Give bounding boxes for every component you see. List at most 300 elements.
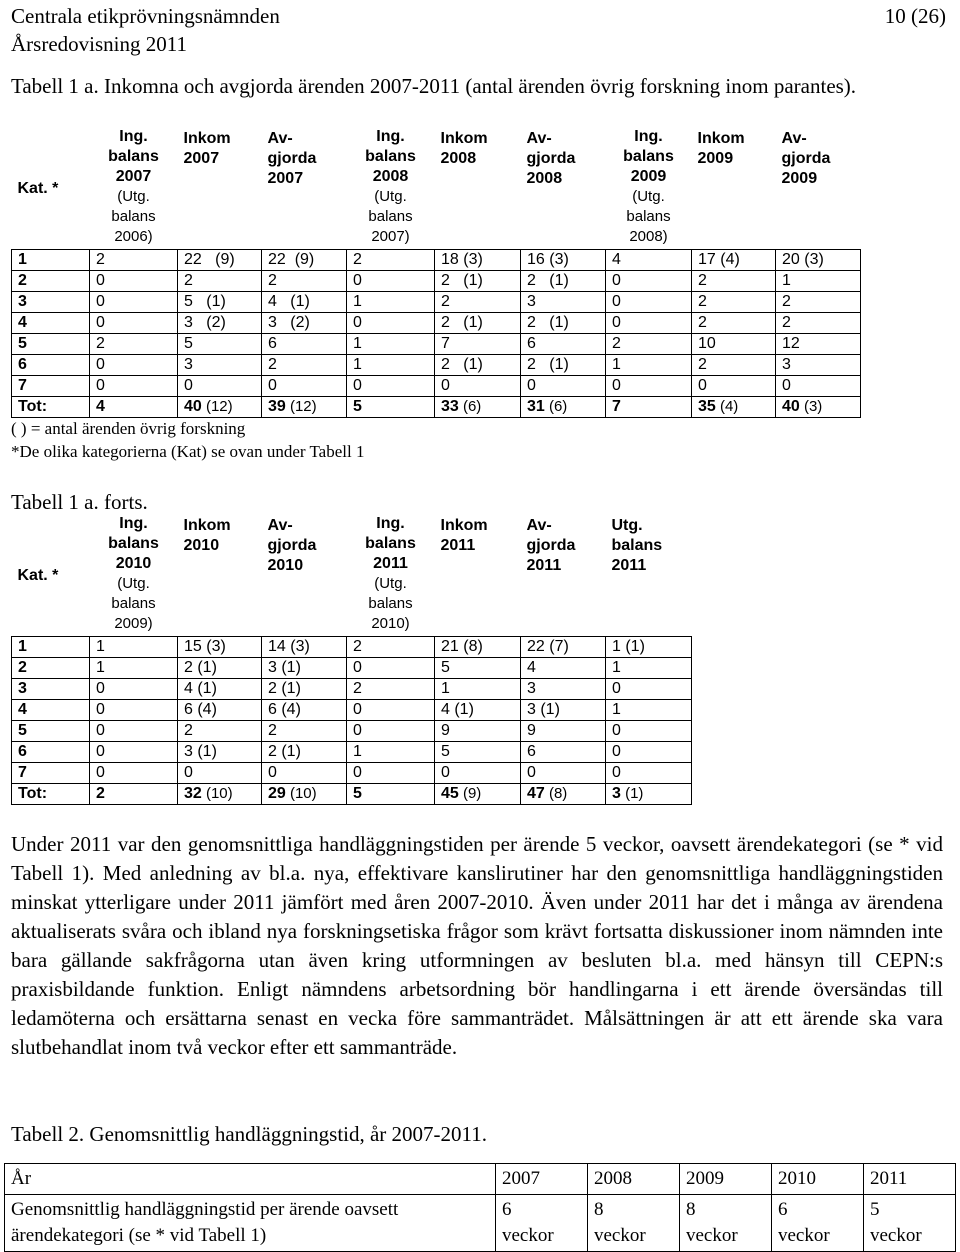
table1a-value-cell: 16 (3) <box>521 250 606 271</box>
table1b-total-parenthetical: (10) <box>201 785 233 802</box>
table1a-total-cell <box>12 397 90 418</box>
table1b-value-cell: 21 (8) <box>435 637 521 658</box>
table1a-value-cell: 3 (2) <box>178 313 262 334</box>
table2-header-cell: 2010 <box>772 1164 864 1195</box>
table1b-value-cell: 1 <box>606 700 692 721</box>
table1a-total-value: Tot: <box>18 398 48 415</box>
table1a-total-value: 31 <box>527 398 545 415</box>
table1a-value-cell: 3 <box>521 292 606 313</box>
table1a-value-cell: 6 <box>262 334 347 355</box>
table1a-header-line: Ing. <box>376 128 405 145</box>
table1a-header-line: (Utg. <box>632 188 665 205</box>
table1b-header-cell <box>178 514 262 637</box>
table1b-value-cell: 9 <box>521 721 606 742</box>
table1a-total-value: 35 <box>698 398 716 415</box>
table1b-header-line: balans <box>111 595 156 612</box>
table1a-header-line: balans <box>108 148 159 165</box>
table1a-category-cell: 3 <box>12 292 90 313</box>
table1b-header-line: Inkom <box>440 517 488 534</box>
table1a-header-cell <box>262 127 347 250</box>
table1a-value-cell: 0 <box>521 376 606 397</box>
table1b-header-cell <box>262 514 347 637</box>
table1a-header-line: 2006) <box>114 228 153 245</box>
table1a-header-line: Inkom <box>440 130 488 147</box>
table1b-value-cell: 9 <box>435 721 521 742</box>
table1a-header-cell <box>606 127 692 250</box>
table1a-total-value: 39 <box>268 398 286 415</box>
table1b-category-cell: 3 <box>12 679 90 700</box>
table2-header-cell: 2011 <box>864 1164 956 1195</box>
page-number: 10 (26) <box>884 4 946 28</box>
table1a-total-cell <box>692 397 776 418</box>
table1a-header-line: Av- <box>781 130 807 147</box>
table1b-value-cell: 0 <box>90 721 178 742</box>
table1b-header-line: (Utg. <box>374 575 407 592</box>
table2-caption: Tabell 2. Genomsnittlig handläggningstid, år 2007-2011. <box>11 1122 488 1146</box>
table1b-value-cell: 2 <box>347 637 435 658</box>
table2-unit: veckor <box>778 1225 830 1246</box>
table1a-value-cell: 2 <box>90 334 178 355</box>
table2 <box>4 1163 956 1252</box>
table1b-value-cell: 14 (3) <box>262 637 347 658</box>
table1a-total-parenthetical: (3) <box>799 398 823 415</box>
table1b-header-line: Utg. <box>611 517 643 534</box>
table2-header-cell: År <box>5 1164 496 1195</box>
table1b-total-cell <box>12 784 90 805</box>
table1b-value-cell: 15 (3) <box>178 637 262 658</box>
table1a-value-cell: 7 <box>435 334 521 355</box>
table1b-total-cell <box>90 784 178 805</box>
table1a-value-cell: 10 <box>692 334 776 355</box>
table2-row-label: Genomsnittlig handläggningstid per ärende oavsett ärendekategori (se * vid Tabell 1) <box>5 1195 496 1252</box>
table1a-value-cell: 22 (9) <box>262 250 347 271</box>
table1b-total-cell <box>347 784 435 805</box>
table1a-value-cell: 5 (1) <box>178 292 262 313</box>
table1a-value-cell: 0 <box>178 376 262 397</box>
table1b-category-cell: 5 <box>12 721 90 742</box>
table1a-total-cell <box>606 397 692 418</box>
table1b-caption: Tabell 1 a. forts. <box>11 490 148 514</box>
table1b-header-cell <box>606 514 692 637</box>
table1a-total-cell <box>262 397 347 418</box>
table1b-value-cell: 1 <box>90 658 178 679</box>
table1a-header-line: gjorda <box>526 150 576 167</box>
table1a-value-cell: 2 (1) <box>435 313 521 334</box>
table1b-total-value: 45 <box>441 785 459 802</box>
table1a-value-cell: 0 <box>347 376 435 397</box>
table1a-note-parentheses: ( ) = antal ärenden övrig forskning <box>11 419 246 438</box>
table1a-category-cell: 7 <box>12 376 90 397</box>
table1a-value-cell: 5 <box>178 334 262 355</box>
table1b-header-line: 2011 <box>440 537 476 554</box>
table1a-value-cell: 22 (9) <box>178 250 262 271</box>
table1b-value-cell: 0 <box>90 679 178 700</box>
table1b-value-cell: 0 <box>347 763 435 784</box>
table1b-header-line: Kat. * <box>17 567 59 584</box>
table1b-value-cell: 6 (4) <box>178 700 262 721</box>
table1a-total-value: 5 <box>353 398 362 415</box>
table1a-header-line: 2008 <box>372 168 409 185</box>
table1b-value-cell: 1 (1) <box>606 637 692 658</box>
table1a-total-cell <box>435 397 521 418</box>
table1b-category-cell: 2 <box>12 658 90 679</box>
table1a-row <box>12 334 861 355</box>
table1a-value-cell: 4 (1) <box>262 292 347 313</box>
table1b-value-cell: 2 (1) <box>262 679 347 700</box>
table1a-row <box>12 376 861 397</box>
table1b-total-parenthetical: (9) <box>458 785 482 802</box>
table1b-row <box>12 721 692 742</box>
table1b-value-cell: 0 <box>262 763 347 784</box>
table1b-value-cell: 2 (1) <box>262 742 347 763</box>
table1a-value-cell: 1 <box>347 292 435 313</box>
table1b-total-parenthetical: (10) <box>285 785 317 802</box>
table1a-value-cell: 2 <box>90 250 178 271</box>
table1a-header-line: 2007 <box>115 168 152 185</box>
table1b-header-line: (Utg. <box>117 575 150 592</box>
table1b-total-parenthetical: (1) <box>620 785 644 802</box>
table1a-total-parenthetical: (12) <box>285 398 317 415</box>
table2-unit: veckor <box>870 1225 922 1246</box>
table1a-header-line: 2007 <box>183 150 220 167</box>
table2-value: 6 <box>502 1199 512 1220</box>
table1b-header-line: Ing. <box>376 515 405 532</box>
table1b-value-cell: 4 <box>521 658 606 679</box>
table1b-row <box>12 700 692 721</box>
table1b-value-cell: 0 <box>606 721 692 742</box>
table1b-value-cell: 5 <box>435 742 521 763</box>
table2-header-cell: 2008 <box>588 1164 680 1195</box>
table1a-category-cell: 5 <box>12 334 90 355</box>
table1b-header-line: 2009) <box>114 615 153 632</box>
table1a-header-cell <box>435 127 521 250</box>
table1a-header-line: 2009 <box>697 150 734 167</box>
table1a-value-cell: 0 <box>90 313 178 334</box>
table1b-value-cell: 0 <box>90 763 178 784</box>
table1a-value-cell: 0 <box>606 376 692 397</box>
table2-header-cell: 2007 <box>496 1164 588 1195</box>
table1a-value-cell: 20 (3) <box>776 250 861 271</box>
table1b-header-line: Av- <box>267 517 293 534</box>
table1a-total-parenthetical: (6) <box>458 398 482 415</box>
table1b-header-row <box>12 514 692 637</box>
table1a-row <box>12 355 861 376</box>
table1a-total-value: 7 <box>612 398 621 415</box>
table1b-header-cell <box>521 514 606 637</box>
body-paragraph: Under 2011 var den genomsnittliga handläggningstiden per ärende 5 veckor, oavsett ärendekategori (se * vid Tabell 1). Med anledning av bl.a. nya, effektivare kanslirutiner har den genomsnittliga handläggningstiden minskat ytterligare under 2011 jämfört med åren 2007-2010. Även under 2011 har det i många av ärendena aktualiserats svåra och ibland nya forskningsetiska frågor som krävt fortsatta diskussioner inom nämnden inte bara gällande sakfrågorna utan även kring utformningen av besluten bl.a. med hänsyn till CEPN:s praxisbildande funktion. Enligt nämndens arbetsordning bör handlingarna i ett ärende översändas till ledamöterna och ersättarna senast en vecka före sammanträdet. Målsättningen är att ett ärende ska vara slutbehandlat inom två veckor efter ett sammanträde. <box>11 832 943 1059</box>
table1b-total-value: 29 <box>268 785 286 802</box>
table1b-total-value: 3 <box>612 785 621 802</box>
table1b-header-line: gjorda <box>267 537 317 554</box>
table1a-value-cell: 0 <box>347 271 435 292</box>
table1a-total-parenthetical: (6) <box>544 398 568 415</box>
table1a-value-cell: 3 <box>776 355 861 376</box>
table1b-value-cell: 3 <box>521 679 606 700</box>
table1a-header-line: 2007 <box>267 170 304 187</box>
table1a-value-cell: 0 <box>606 271 692 292</box>
table1b-header-line: 2011 <box>611 557 647 574</box>
table1b-total-cell <box>262 784 347 805</box>
table1b-header-line: balans <box>108 535 159 552</box>
table1b-row <box>12 742 692 763</box>
table2-value-cell <box>680 1195 772 1252</box>
table1b-total-value: 32 <box>184 785 202 802</box>
table1a-value-cell: 2 <box>692 292 776 313</box>
table1b-total-row <box>12 784 692 805</box>
table1b-header-line: 2010 <box>115 555 152 572</box>
table1a-header-line: Av- <box>267 130 293 147</box>
table1a-header-row <box>12 127 861 250</box>
table1a-value-cell: 17 (4) <box>692 250 776 271</box>
table1b-value-cell: 4 (1) <box>178 679 262 700</box>
table1a-header-line: 2008 <box>526 170 563 187</box>
organization-name: Centrala etikprövningsnämnden <box>11 4 280 28</box>
table1b-category-cell: 1 <box>12 637 90 658</box>
table1b-total-cell <box>435 784 521 805</box>
table1a-row <box>12 292 861 313</box>
table1b-value-cell: 5 <box>435 658 521 679</box>
table2-value-cell <box>772 1195 864 1252</box>
table1b-row <box>12 763 692 784</box>
table1a-total-value: 33 <box>441 398 459 415</box>
table2-header-cell: 2009 <box>680 1164 772 1195</box>
table1a-value-cell: 3 <box>178 355 262 376</box>
table1a-value-cell: 2 <box>178 271 262 292</box>
table1a-value-cell: 4 <box>606 250 692 271</box>
table1b-value-cell: 1 <box>435 679 521 700</box>
table1a-total-row <box>12 397 861 418</box>
table2-value-cell <box>588 1195 680 1252</box>
table1a-category-cell: 2 <box>12 271 90 292</box>
table1b-value-cell: 0 <box>606 742 692 763</box>
table1a-value-cell: 1 <box>606 355 692 376</box>
table1b-value-cell: 2 (1) <box>178 658 262 679</box>
table1b-category-cell: 4 <box>12 700 90 721</box>
table2-value: 8 <box>686 1199 696 1220</box>
table1b-value-cell: 4 (1) <box>435 700 521 721</box>
table1a-header-line: Ing. <box>634 128 663 145</box>
table1b-value-cell: 1 <box>347 742 435 763</box>
table2-value: 5 <box>870 1199 880 1220</box>
table1b-total-value: 47 <box>527 785 545 802</box>
table1b-value-cell: 3 (1) <box>521 700 606 721</box>
table1b-header-cell <box>90 514 178 637</box>
table1a-header-line: Kat. * <box>17 180 59 197</box>
table1a-value-cell: 18 (3) <box>435 250 521 271</box>
table1a-value-cell: 2 <box>692 313 776 334</box>
table1a-value-cell: 12 <box>776 334 861 355</box>
table1a-value-cell: 2 <box>776 292 861 313</box>
table1b-value-cell: 2 <box>262 721 347 742</box>
table1b-value-cell: 0 <box>178 763 262 784</box>
table1a-total-value: 4 <box>96 398 105 415</box>
table1a-header-cell <box>12 127 90 250</box>
table1a-value-cell: 0 <box>90 271 178 292</box>
table1b-value-cell: 0 <box>606 763 692 784</box>
table2-value: 6 <box>778 1199 788 1220</box>
table1a-header-cell <box>90 127 178 250</box>
page-header <box>11 2 946 58</box>
table1b-header-line: Av- <box>526 517 552 534</box>
table2-unit: veckor <box>502 1225 554 1246</box>
table1b-value-cell: 0 <box>347 658 435 679</box>
table1b-value-cell: 0 <box>435 763 521 784</box>
table1b-total-value: Tot: <box>18 785 48 802</box>
table1b-header-line: balans <box>365 535 416 552</box>
table1b-total-cell <box>178 784 262 805</box>
table1b-value-cell: 2 <box>347 679 435 700</box>
table1b-header-line: 2010 <box>183 537 220 554</box>
table1a-header-line: Inkom <box>183 130 231 147</box>
table1b-total-value: 5 <box>353 785 362 802</box>
table1a-value-cell: 0 <box>435 376 521 397</box>
table1a-header-line: gjorda <box>267 150 317 167</box>
table1a-total-value: 40 <box>184 398 202 415</box>
table1a-note-categories: *De olika kategorierna (Kat) se ovan under Tabell 1 <box>11 442 365 461</box>
table1a-value-cell: 0 <box>776 376 861 397</box>
table1a-total-cell <box>521 397 606 418</box>
table1b-value-cell: 1 <box>90 637 178 658</box>
table1a-value-cell: 2 (1) <box>435 355 521 376</box>
table1a-header-cell <box>521 127 606 250</box>
table1a-value-cell: 2 <box>692 355 776 376</box>
table2-value-cell <box>496 1195 588 1252</box>
table1a-header-line: Ing. <box>119 128 148 145</box>
table1a-header-line: 2008 <box>440 150 477 167</box>
table1a-value-cell: 0 <box>90 292 178 313</box>
table1a-value-cell: 2 <box>692 271 776 292</box>
table1a-header-cell <box>178 127 262 250</box>
table1a-value-cell: 2 (1) <box>521 313 606 334</box>
table1b-total-value: 2 <box>96 785 105 802</box>
table1a-category-cell: 4 <box>12 313 90 334</box>
table2-value: 8 <box>594 1199 604 1220</box>
table1a-value-cell: 0 <box>606 292 692 313</box>
table1a-value-cell: 2 <box>776 313 861 334</box>
report-title: Årsredovisning 2011 <box>11 32 187 56</box>
table1b-header-line: 2010 <box>267 557 304 574</box>
table1a-header-line: (Utg. <box>374 188 407 205</box>
table1a-value-cell: 0 <box>347 313 435 334</box>
table1a-value-cell: 0 <box>606 313 692 334</box>
table1a-header-line: balans <box>365 148 416 165</box>
table2-unit: veckor <box>686 1225 738 1246</box>
table1a-value-cell: 2 (1) <box>521 271 606 292</box>
table2-unit: veckor <box>594 1225 646 1246</box>
table1a-header-line: 2008) <box>629 228 668 245</box>
table1b-category-cell: 7 <box>12 763 90 784</box>
table1b-row <box>12 658 692 679</box>
table1b-value-cell: 6 (4) <box>262 700 347 721</box>
table1b-header-line: Inkom <box>183 517 231 534</box>
table1a-header-cell <box>347 127 435 250</box>
table1b <box>11 514 692 805</box>
table1b-value-cell: 6 <box>521 742 606 763</box>
table1b-value-cell: 1 <box>606 658 692 679</box>
table1b-header-cell <box>347 514 435 637</box>
table1a-header-line: Av- <box>526 130 552 147</box>
table1b-value-cell: 3 (1) <box>262 658 347 679</box>
table1a-total-cell <box>776 397 861 418</box>
table1a-header-cell <box>776 127 861 250</box>
table1b-value-cell: 0 <box>90 700 178 721</box>
table1b-total-parenthetical: (8) <box>544 785 568 802</box>
table1a-header-line: (Utg. <box>117 188 150 205</box>
table1b-value-cell: 2 <box>178 721 262 742</box>
table1a-row <box>12 271 861 292</box>
table1b-header-line: balans <box>368 595 413 612</box>
table1a <box>11 127 861 418</box>
table2-data-row <box>5 1195 956 1252</box>
table1b-value-cell: 22 (7) <box>521 637 606 658</box>
table1a-total-value: 40 <box>782 398 800 415</box>
table1a-header-line: balans <box>368 208 413 225</box>
table1b-total-cell <box>521 784 606 805</box>
table1a-value-cell: 2 (1) <box>521 355 606 376</box>
table1a-value-cell: 0 <box>90 376 178 397</box>
table1b-category-cell: 6 <box>12 742 90 763</box>
table1b-row <box>12 637 692 658</box>
table1b-header-line: 2011 <box>526 557 562 574</box>
table1a-value-cell: 2 (1) <box>435 271 521 292</box>
table1a-header-line: balans <box>623 148 674 165</box>
table1b-total-cell <box>606 784 692 805</box>
table1a-header-line: 2009 <box>781 170 818 187</box>
table1a-value-cell: 0 <box>692 376 776 397</box>
table1b-value-cell: 0 <box>347 721 435 742</box>
table1a-value-cell: 2 <box>262 355 347 376</box>
table1a-total-parenthetical: (12) <box>201 398 233 415</box>
table1a-row <box>12 250 861 271</box>
table2-value-cell <box>864 1195 956 1252</box>
table1b-header-cell <box>12 514 90 637</box>
table1a-row <box>12 313 861 334</box>
table1a-value-cell: 0 <box>262 376 347 397</box>
table1a-value-cell: 3 (2) <box>262 313 347 334</box>
table1a-value-cell: 2 <box>347 250 435 271</box>
table1a-value-cell: 1 <box>347 334 435 355</box>
table1b-header-line: balans <box>611 537 663 554</box>
table1b-header-line: 2011 <box>373 555 408 572</box>
table1a-total-cell <box>347 397 435 418</box>
table1a-header-line: 2009 <box>630 168 667 185</box>
table1a-header-line: Inkom <box>697 130 745 147</box>
table1a-category-cell: 6 <box>12 355 90 376</box>
table1a-value-cell: 2 <box>262 271 347 292</box>
table1b-header-line: gjorda <box>526 537 576 554</box>
table1b-value-cell: 0 <box>606 679 692 700</box>
table1a-value-cell: 2 <box>435 292 521 313</box>
table1a-value-cell: 6 <box>521 334 606 355</box>
table1a-total-cell <box>178 397 262 418</box>
table1a-header-line: 2007) <box>371 228 410 245</box>
table1a-header-line: gjorda <box>781 150 831 167</box>
table1a-category-cell: 1 <box>12 250 90 271</box>
table1a-total-cell <box>90 397 178 418</box>
table1b-value-cell: 3 (1) <box>178 742 262 763</box>
table1a-value-cell: 1 <box>347 355 435 376</box>
table1a-value-cell: 2 <box>606 334 692 355</box>
table1a-header-line: balans <box>111 208 156 225</box>
table1a-value-cell: 0 <box>90 355 178 376</box>
table1b-header-line: Ing. <box>119 515 148 532</box>
table1a-total-parenthetical: (4) <box>715 398 739 415</box>
table2-header-row <box>5 1164 956 1195</box>
table1a-caption: Tabell 1 a. Inkomna och avgjorda ärenden 2007-2011 (antal ärenden övrig forskning inom parantes). <box>11 74 857 98</box>
table1b-value-cell: 0 <box>347 700 435 721</box>
table1b-value-cell: 0 <box>521 763 606 784</box>
table1b-row <box>12 679 692 700</box>
